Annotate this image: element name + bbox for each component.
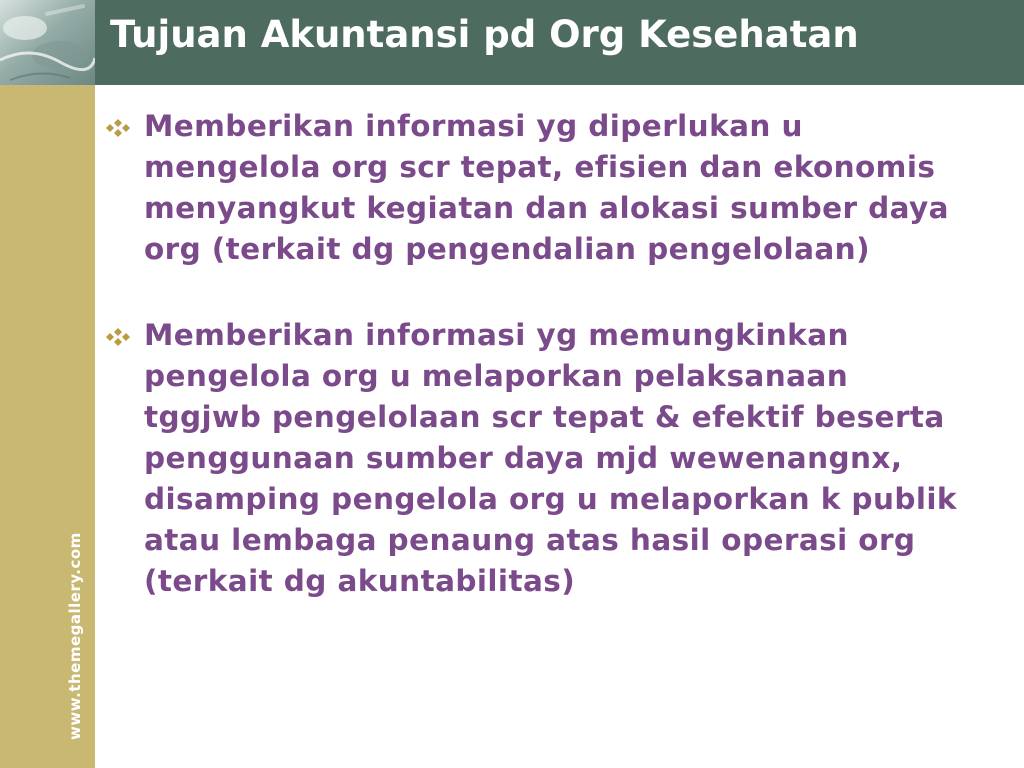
bullet-list — [105, 106, 965, 602]
watermark-text: www.themegallery.com — [66, 532, 84, 740]
corner-photo — [0, 0, 95, 85]
bullet-text-2: Memberikan informasi yg memungkinkan pengelola org u melaporkan pelaksanaan tggjwb pengelolaan scr tepat & efektif beserta penggunaan sumber daya mjd wewenangnx, disamping pengelola org u melaporkan k publik atau lembaga penaung atas hasil operasi org (terkait dg akuntabilitas) — [144, 318, 957, 598]
bullet-text-1: Memberikan informasi yg diperlukan u mengelola org scr tepat, efisien dan ekonomis menyangkut kegiatan dan alokasi sumber daya org (terkait dg pengendalian pengelolaan) — [144, 109, 949, 266]
bullet-item-1 — [105, 106, 965, 270]
diamond-cluster-bullet-icon — [105, 118, 131, 138]
diamond-cluster-bullet-icon — [105, 327, 131, 347]
corner-photo-image — [0, 0, 95, 85]
bullet-item-2 — [105, 315, 965, 602]
slide-title: Tujuan Akuntansi pd Org Kesehatan — [110, 13, 859, 56]
